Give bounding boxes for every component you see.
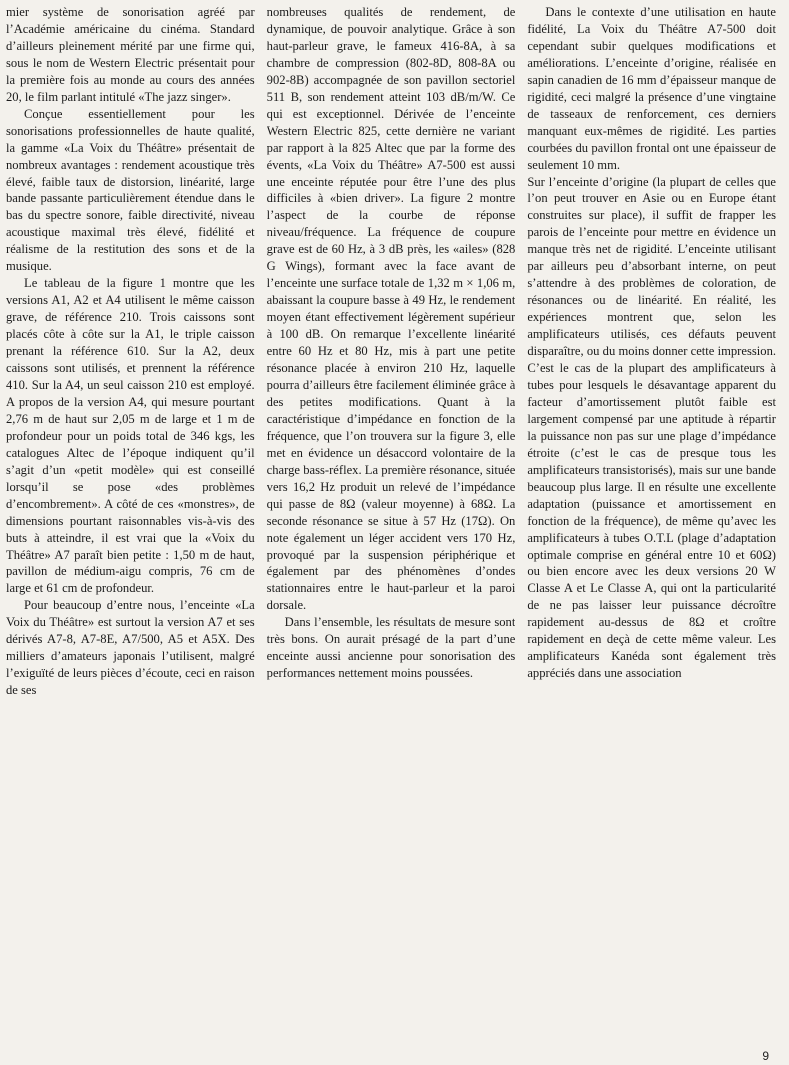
paragraph: Pour beaucoup d’entre nous, l’enceinte «La Voix du Théâtre» est surtout la version A7 et ses dérivés A7-8, A7-8E, A7/500, A5 et A5X. Des milliers d’amateurs japonais l’utilisent, malgré l’exiguïté de leurs pièces d’écoute, ceci en raison de ses	[6, 598, 255, 698]
column-2	[267, 4, 516, 1034]
paragraph: Dans le contexte d’une utilisation en haute fidélité, La Voix du Théâtre A7-500 doit cependant subir quelques modifications et améliorations. L’enceinte d’origine, réalisée en sapin canadien de 16 mm d’épaisseur manque de rigidité, ceci malgré la présence d’une vingtaine de tasseaux de renforcement, ces derniers manquant eux-mêmes de rigidité. Les parties courbées du pavillon frontal ont une épaisseur de seulement 10 mm.	[527, 5, 777, 172]
paragraph: Conçue essentiellement pour les sonorisations professionnelles de haute qualité, la gamme «La Voix du Théâtre» présentait de nombreux avantages : rendement acoustique très élevé, faible taux de distorsion, linéarité, large bande passante particulièrement étendue dans le bas du spectre sonore, faible directivité, niveau acoustique maximal très élevé, fidélité et réalisme de la restitution des sons et de la musique.	[6, 106, 255, 274]
column-1	[6, 4, 255, 1034]
paragraph: Le tableau de la figure 1 montre que les versions A1, A2 et A4 utilisent le même caisson grave, de référence 210. Trois caissons sont placés côte à côte sur la A1, le triple caisson prenant la référence 610. Sur la A2, deux caissons sont utilisés, et prennent la référence 410. Sur la A4, un seul caisson 210 est employé. A propos de la version A4, qui mesure pourtant 2,76 m de haut sur 2,05 m de large et 1 m de profondeur pour un poids total de 346 kgs, les catalogues Altec de l’époque indiquent qu’il s’agit d’un «petit modèle» qui est conseillé lorsqu’il se pose «des problèmes d’encombrement». A côté de ces «monstres», de dimensions pourtant raisonnables vis-à-vis des buts à atteindre, il est vrai que la «Voix du Théâtre» A7 paraît bien petite : 1,50 m de haut, pavillon de médium-aigu compris, 76 cm de large et 61 cm de profondeur.	[6, 276, 255, 596]
paragraph: nombreuses qualités de rendement, de dynamique, de pouvoir analytique. Grâce à son haut-parleur grave, le fameux 416-8A, à sa chambre de compression (802-8D, 808-8A ou 902-8B) accompagnée de son pavillon sectoriel 511 B, son rendement atteint 103 dB/m/W. Ce qui est exceptionnel. Dérivée de l’enceinte Western Electric 825, cette dernière ne variant par rapport à la 825 Altec que par la forme des évents, «La Voix du Théâtre» A7-500 est aussi une enceinte réputée pour être l’une des plus difficiles à «bien driver». La figure 2 montre l’aspect de la courbe de réponse niveau/fréquence. La fréquence de coupure grave est de 60 Hz, à 3 dB près, les «ailes» (828 G Wings), formant avec la face avant de l’enceinte une surface totale de 1,32 m × 1,06 m, abaissant la coupure basse à 49 Hz, le rendement moyen étant effectivement légèrement supérieur à 100 dB. On remarque l’excellente linéarité entre 60 Hz et 80 Hz, mis à part une petite résonance placée à environ 210 Hz, laquelle pourra d’ailleurs être facilement éliminée grâce à des petites modifications. Quant à la caractéristique d’impédance en fonction de la fréquence, que l’on trouvera sur la figure 3, elle met en évidence un désaccord volontaire de la charge bass-réflex. La première résonance, située vers 16,2 Hz produit un relevé de l’impédance qui passe de 8Ω (valeur moyenne) à 68Ω. La seconde résonance se situe à 57 Hz (17Ω). On note également un léger accident vers 170 Hz, provoqué par la suspension périphérique et également par des phénomènes d’ondes stationnaires entre le haut-parleur et la paroi dorsale.	[266, 5, 516, 613]
text-columns	[6, 4, 776, 1034]
paragraph: Dans l’ensemble, les résultats de mesure sont très bons. On aurait présagé de la part d’une enceinte aussi ancienne pour sonorisation des performances nettement moins poussées.	[266, 615, 516, 681]
paragraph: Sur l’enceinte d’origine (la plupart de celles que l’on peut trouver en Asie ou en Europe étant construites sur place), il suffit de frapper les parois de l’enceinte pour mettre en évidence un manque très net de rigidité. L’enceinte utilisant par ailleurs peu d’absorbant interne, on peut s’attendre à des problèmes de coloration, de résonances ou de linéarité. En réalité, les expériences montrent que, selon les amplificateurs utilisés, ces défauts peuvent disparaître, ou du moins donner cette impression. C’est le cas de la plupart des amplificateurs à tubes pour lesquels le désavantage apparent du facteur d’amortissement plutôt faible est largement compensé par une aptitude à répartir la puissance non pas sur une plage d’impédance étroite (c’est le cas de presque tous les amplificateurs transistorisés), mais sur une bande beaucoup plus large. Il en résulte une excellente adaptation (puissance et amortissement en fonction de la fréquence), de même qu’avec les amplificateurs à tubes O.T.L (plage d’adaptation optimale comprise en général entre 10 et 60Ω) ou bien encore avec les deux versions 20 W Classe A et Le Classe A, qui ont la particularité de ne pas laisser leur puissance décroître rapidement au-dessus de 8Ω et croître rapidement en deçà de cette même valeur. Les amplificateurs Kanéda sont également très appréciés dans une association	[527, 174, 777, 681]
page-number: 9	[762, 1049, 769, 1063]
column-3	[527, 4, 776, 1034]
paragraph: mier système de sonorisation agréé par l’Académie américaine du cinéma. Standard d’ailleurs pleinement mérité par une firme qui, sous le nom de Western Electric présentait pour la première fois au monde au cours des années 20, le film parlant intitulé «The jazz singer».	[6, 5, 255, 104]
